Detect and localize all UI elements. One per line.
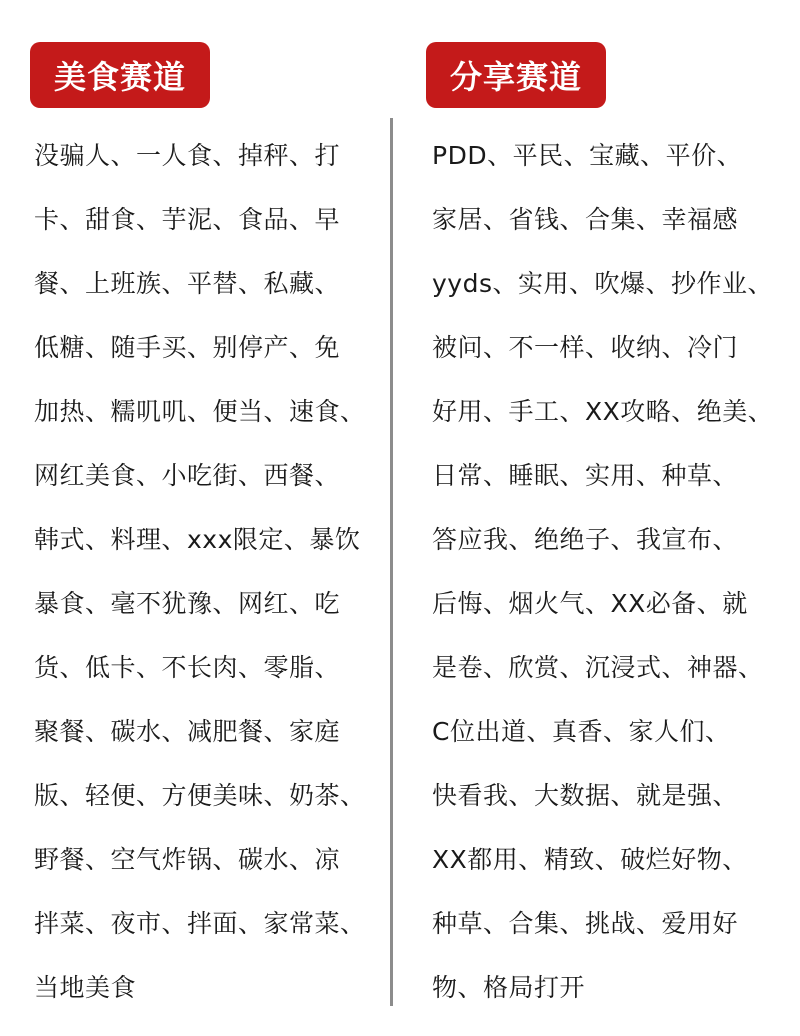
keyword-line: XX都用、精致、破烂好物、 <box>432 845 748 874</box>
food-track-title: 美食赛道 <box>30 42 210 108</box>
keyword-line: 餐、上班族、平替、私藏、 <box>34 269 341 298</box>
column-divider <box>390 118 393 1006</box>
share-track-title: 分享赛道 <box>426 42 606 108</box>
keyword-line: 没骗人、一人食、掉秤、打 <box>34 141 341 170</box>
keyword-line: 当地美食 <box>34 973 137 1002</box>
keyword-line: C位出道、真香、家人们、 <box>432 717 731 746</box>
keyword-line: 野餐、空气炸锅、碳水、凉 <box>34 845 341 874</box>
keyword-line: 快看我、大数据、就是强、 <box>432 781 739 810</box>
keyword-line: 版、轻便、方便美味、奶茶、 <box>34 781 366 810</box>
keyword-line: 低糖、随手买、别停产、免 <box>34 333 341 362</box>
keyword-line: 种草、合集、挑战、爱用好 <box>432 909 739 938</box>
share-track-keyword-list <box>432 124 773 1020</box>
keyword-line: 卡、甜食、芋泥、食品、早 <box>34 205 341 234</box>
keyword-line: 货、低卡、不长肉、零脂、 <box>34 653 341 682</box>
food-track-keyword-list <box>34 124 366 1020</box>
keyword-line: 好用、手工、XX攻略、绝美、 <box>432 397 774 426</box>
keyword-line: 答应我、绝绝子、我宣布、 <box>432 525 739 554</box>
keyword-line: 加热、糯叽叽、便当、速食、 <box>34 397 366 426</box>
keyword-line: 聚餐、碳水、减肥餐、家庭 <box>34 717 341 746</box>
keyword-line: 后悔、烟火气、XX必备、就 <box>432 589 748 618</box>
keyword-line: yyds、实用、吹爆、抄作业、 <box>432 269 773 298</box>
keyword-line: 暴食、毫不犹豫、网红、吃 <box>34 589 341 618</box>
keyword-line: 物、格局打开 <box>432 973 586 1002</box>
keyword-line: 拌菜、夜市、拌面、家常菜、 <box>34 909 366 938</box>
keyword-line: 是卷、欣赏、沉浸式、神器、 <box>432 653 764 682</box>
keyword-line: 网红美食、小吃街、西餐、 <box>34 461 341 490</box>
keyword-line: PDD、平民、宝藏、平价、 <box>432 141 743 170</box>
keyword-line: 被问、不一样、收纳、冷门 <box>432 333 739 362</box>
keyword-line: 日常、睡眠、实用、种草、 <box>432 461 739 490</box>
keyword-line: 韩式、料理、xxx限定、暴饮 <box>34 525 361 554</box>
keyword-line: 家居、省钱、合集、幸福感 <box>432 205 739 234</box>
